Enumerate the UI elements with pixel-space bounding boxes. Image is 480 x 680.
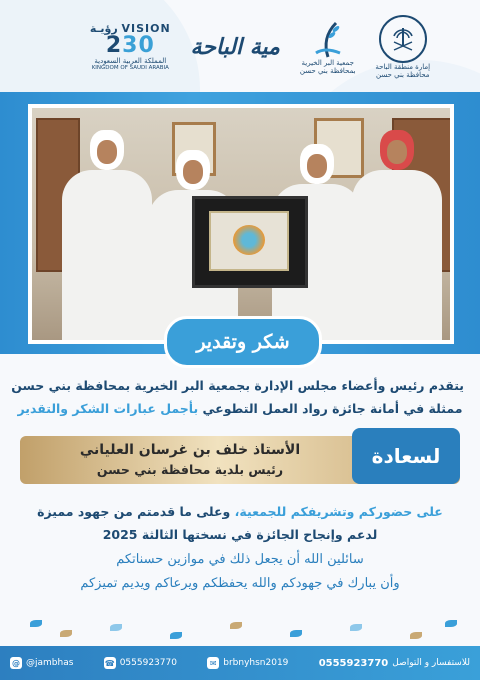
event-photo [28, 104, 454, 344]
prayer-text [16, 548, 464, 596]
region-governorate: محافظة بني حسن [375, 71, 430, 79]
prayer-line-2: وأن يبارك في جهودكم والله يحفظكم ويرعاكم ويديم تميزكم [80, 576, 400, 591]
contact-label: للاستفسار و التواصل [392, 658, 470, 668]
charity-name: جمعية البر الخيرية [301, 58, 354, 67]
leaf-decoration [290, 630, 302, 637]
leaf-decoration [410, 632, 422, 639]
vision-title: رؤيـة VISION [89, 22, 171, 35]
footer-bar [0, 646, 480, 680]
vision-2030-logo [90, 22, 171, 72]
vision-number: 230 [105, 33, 155, 58]
at-icon: @ [12, 658, 20, 668]
body-line-1: على حضوركم وتشريفكم للجمعية، وعلى ما قدمتم من جهود مميزة [37, 504, 443, 519]
prayer-line-1: سائلين الله أن يجعل ذلك في موازين حسناتكم [116, 552, 364, 567]
phone-link[interactable]: ☎ 0555923770 [104, 658, 177, 668]
vision-english-caption: KINGDOM OF SAUDI ARABIA [91, 65, 169, 72]
social-handle[interactable]: @ @jambhas [12, 658, 74, 668]
charity-location: بمحافظة بني حسن [299, 67, 356, 75]
honoree-box [20, 420, 460, 490]
honoree-name: الأستاذ خلف بن غرسان العلياني [79, 442, 301, 458]
leaf-decoration [110, 624, 122, 631]
thanks-badge: شكر وتقدير [164, 316, 322, 368]
vision-arabic-caption: المملكة العربية السعودية [94, 57, 167, 65]
award-plaque [192, 196, 308, 288]
honoree-tag: لسعادة [352, 428, 460, 484]
leaf-decoration [350, 624, 362, 631]
palm-swords-icon [379, 15, 427, 63]
charity-logo [300, 19, 356, 76]
leaf-decoration [445, 620, 457, 627]
body-line-2: لدعم وإنجاح الجائزة في نسختها الثالثة 2025 [102, 527, 378, 542]
phone-icon: ☎ [104, 658, 115, 668]
honoree-title: رئيس بلدية محافظة بني حسن [96, 462, 284, 477]
intro-text [11, 374, 464, 420]
leaf-decoration [230, 622, 242, 629]
leaf-decoration [30, 620, 42, 627]
leaf-decoration [170, 632, 182, 639]
award-logo [191, 34, 280, 60]
email-link[interactable]: ✉ brbnyhsn2019 [207, 657, 288, 669]
body-text [16, 500, 464, 546]
contact-info[interactable] [319, 658, 470, 669]
contact-phone: 0555923770 [318, 657, 389, 669]
header-logos [0, 6, 480, 88]
intro-line-2: ممثلة في أمانة جائزة رواد العمل التطوعي بأجمل عبارات الشكر والتقدير [17, 401, 463, 416]
honoree-name-block [40, 440, 340, 480]
wheat-icon [306, 19, 350, 59]
award-logo-text: مية الباحة [190, 34, 280, 60]
intro-line-1: يتقدم رئيس وأعضاء مجلس الإدارة بجمعية البر الخيرية بمحافظة بني حسن [11, 378, 464, 393]
region-emblem [375, 15, 430, 80]
region-name: إمارة منطقة الباحة [375, 62, 431, 71]
leaf-decoration [60, 630, 72, 637]
mail-icon: ✉ [207, 657, 219, 669]
